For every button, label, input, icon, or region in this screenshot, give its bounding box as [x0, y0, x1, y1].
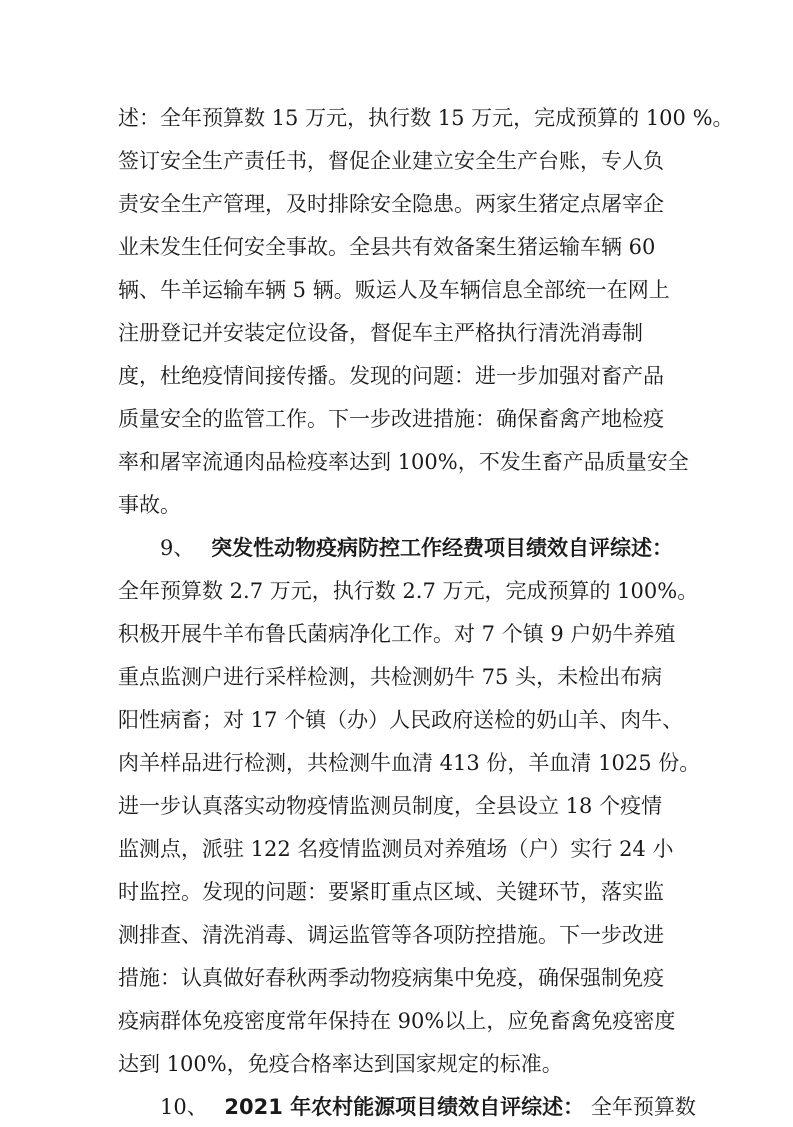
- body-line: 率和屠宰流通肉品检疫率达到 100%，不发生畜产品质量安全: [118, 450, 689, 474]
- section-heading-9: [160, 528, 678, 568]
- body-line: 业未发生任何安全事故。全县共有效备案生猪运输车辆 60: [118, 235, 656, 259]
- body-line: 疫病群体免疫密度常年保持在 90%以上，应免畜禽免疫密度: [118, 1009, 676, 1033]
- body-line: 时监控。发现的问题：要紧盯重点区域、关键环节，落实监: [118, 880, 664, 904]
- item-text: 全年预算数: [590, 1095, 696, 1119]
- item-heading: 2021 年农村能源项目绩效自评综述：: [224, 1095, 585, 1119]
- item-number: 9、: [160, 536, 195, 560]
- body-line: 阳性病畜；对 17 个镇（办）人民政府送检的奶山羊、肉牛、: [118, 708, 684, 732]
- body-line: 全年预算数 2.7 万元，执行数 2.7 万元，完成预算的 100%。: [118, 579, 699, 603]
- item-heading: 突发性动物疫病防控工作经费项目绩效自评综述：: [211, 536, 674, 560]
- body-line: 签订安全生产责任书，督促企业建立安全生产台账，专人负: [118, 149, 664, 173]
- body-line: 肉羊样品进行检测，共检测牛血清 413 份，羊血清 1025 份。: [118, 751, 701, 775]
- body-line: 质量安全的监管工作。下一步改进措施：确保畜禽产地检疫: [118, 407, 664, 431]
- body-line: 测排查、清洗消毒、调运监管等各项防控措施。下一步改进: [118, 923, 664, 947]
- body-line: 事故。: [118, 493, 181, 517]
- body-line: 注册登记并安装定位设备，督促车主严格执行清洗消毒制: [118, 321, 643, 345]
- body-line: 辆、牛羊运输车辆 5 辆。贩运人及车辆信息全部统一在网上: [118, 278, 670, 302]
- body-line: 达到 100%，免疫合格率达到国家规定的标准。: [118, 1052, 563, 1076]
- body-line: 责安全生产管理，及时排除安全隐患。两家生猪定点屠宰企: [118, 192, 664, 216]
- body-line: 积极开展牛羊布鲁氏菌病净化工作。对 7 个镇 9 户奶牛养殖: [118, 622, 676, 646]
- item-number: 10、: [160, 1095, 208, 1119]
- body-line: 述：全年预算数 15 万元，执行数 15 万元，完成预算的 100 %。: [118, 106, 734, 130]
- body-line: 度，杜绝疫情间接传播。发现的问题：进一步加强对畜产品: [118, 364, 664, 388]
- body-line: 重点监测户进行采样检测，共检测奶牛 75 头，未检出布病: [118, 665, 663, 689]
- body-line: 措施：认真做好春秋两季动物疫病集中免疫，确保强制免疫: [118, 966, 664, 990]
- body-line: 进一步认真落实动物疫情监测员制度，全县设立 18 个疫情: [118, 794, 663, 818]
- body-line: 监测点，派驻 122 名疫情监测员对养殖场（户）实行 24 小: [118, 837, 674, 861]
- section-heading-10: [160, 1087, 696, 1122]
